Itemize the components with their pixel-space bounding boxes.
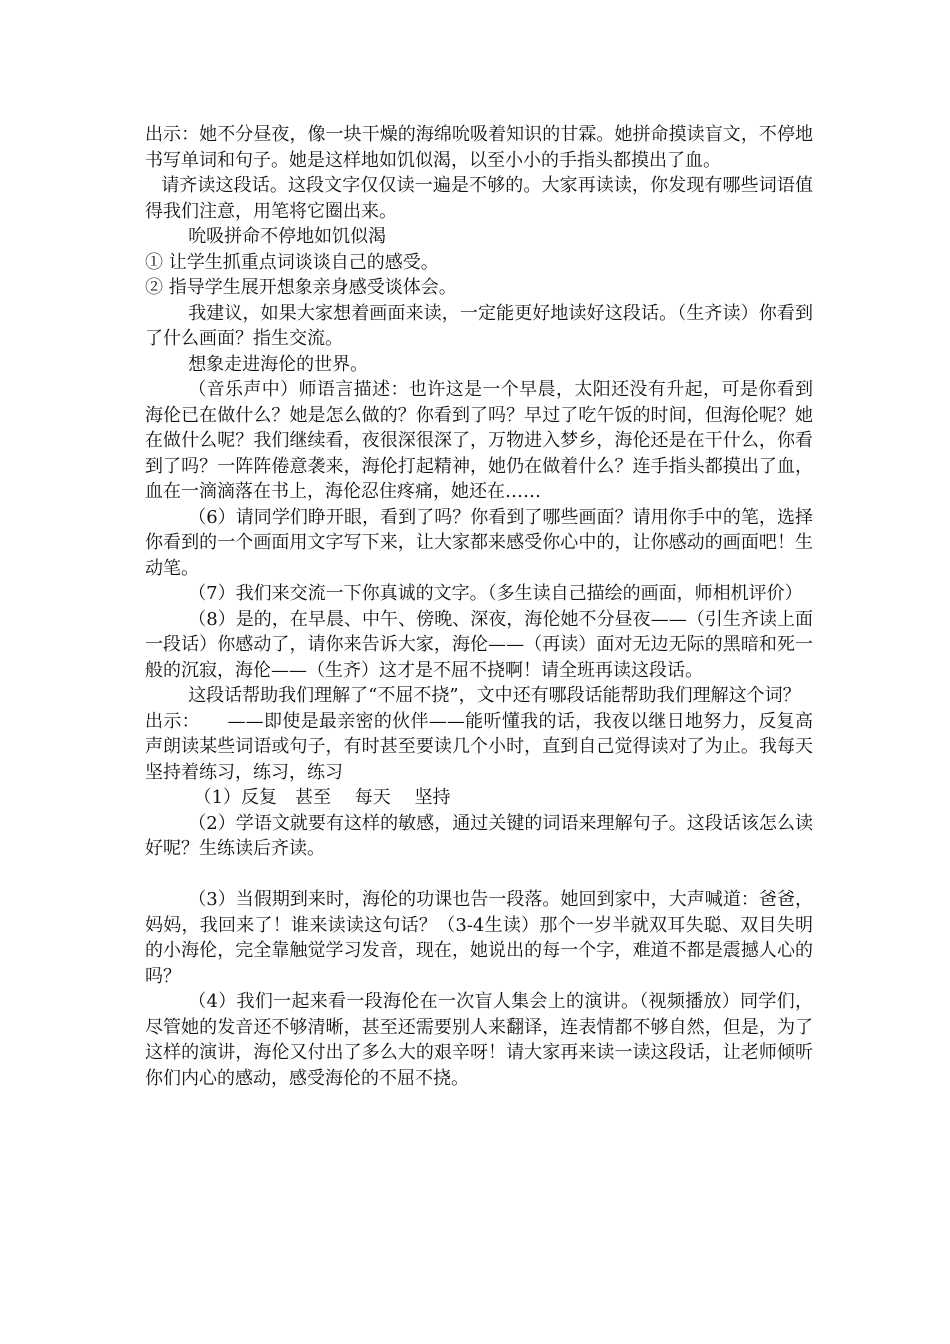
sub-item-4-paragraph: （4）我们一起来看一段海伦在一次盲人集会上的演讲。（视频播放）同学们，尽管她的发音还不够清晰，甚至还需要别人来翻译，连表情都不够自然，但是，为了这样的演讲，海伦又付出了多么大的艰辛呀！请大家再来读一读这段话，让老师倾听你们内心的感动，感受海伦的不屈不挠。: [145, 991, 813, 1089]
step-1-line: ① 让学生抓重点词谈谈自己的感受。: [145, 251, 439, 273]
instruction-paragraph: 请齐读这段话。这段文字仅仅读一遍是不够的。大家再读读，你发现有哪些词语值得我们注意，用笔将它圈出来。: [145, 175, 813, 222]
sub-item-1-line: （1）反复 甚至 每天 坚持: [193, 787, 451, 808]
item-6-paragraph: （6）请同学们睁开眼，看到了吗？你看到了哪些画面？请用你手中的笔，选择你看到的一个画面用文字写下来，让大家都来感受你心中的，让你感动的画面吧！生动笔。: [145, 506, 813, 579]
sub-item-3-paragraph: （3）当假期到来时，海伦的功课也告一段落。她回到家中，大声喊道：爸爸，妈妈，我回来了！谁来读读这句话？（3-4生读）那个一岁半就双耳失聪、双目失明的小海伦，完全靠触觉学习发音，现在，她说出的每一个字，难道不都是震撼人心的吗？: [145, 889, 813, 987]
suggestion-paragraph: 我建议，如果大家想着画面来读，一定能更好地读好这段话。（生齐读）你看到了什么画面？指生交流。: [145, 302, 813, 349]
step-2-line: ② 指导学生展开想象亲身感受谈体会。: [145, 277, 457, 298]
imagine-line: 想象走进海伦的世界。: [188, 353, 369, 375]
item-8-paragraph: （8）是的，在早晨、中午、傍晚、深夜，海伦她不分昼夜——（引生齐读上面一段话）你感动了，请你来告诉大家，海伦——（再读）面对无边无际的黑暗和死一般的沉寂，海伦——（生齐）这才是不屈不挠啊！请全班再读这段话。: [145, 608, 813, 681]
document-body: [145, 122, 813, 1091]
blank-line: [145, 862, 813, 888]
music-description-paragraph: （音乐声中）师语言描述：也许这是一个早晨，太阳还没有升起，可是你看到海伦已在做什么？她是怎么做的？你看到了吗？早过了吃午饭的时间，但海伦呢？她在做什么呢？我们继续看，夜很深很深了，万物进入梦乡，海伦还是在干什么，你看到了吗？一阵阵倦意袭来，海伦打起精神，她仍在做着什么？连手指头都摸出了血，血在一滴滴落在书上，海伦忍住疼痛，她还在……: [145, 379, 813, 502]
sub-item-2-paragraph: （2）学语文就要有这样的敏感，通过关键的词语来理解句子。这段话该怎么读好呢？生练读后齐读。: [145, 812, 813, 859]
understanding-paragraph: 这段话帮助我们理解了“不屈不挠”，文中还有哪段话能帮助我们理解这个词？: [188, 685, 801, 706]
keywords-line: 吮吸拼命不停地如饥似渴: [188, 226, 387, 247]
quote-paragraph-1: 出示：她不分昼夜，像一块干燥的海绵吮吸着知识的甘霖。她拼命摸读盲文，不停地书写单词和句子。她是这样地如饥似渴，以至小小的手指头都摸出了血。: [145, 124, 813, 171]
item-7-paragraph: （7）我们来交流一下你真诚的文字。（多生读自己描绘的画面，师相机评价）: [188, 583, 803, 604]
quote-paragraph-2: 出示： ——即使是最亲密的伙伴——能听懂我的话，我夜以继日地努力，反复高声朗读某些词语或句子，有时甚至要读几个小时，直到自己觉得读对了为止。我每天坚持着练习，练习，练习: [145, 710, 813, 783]
